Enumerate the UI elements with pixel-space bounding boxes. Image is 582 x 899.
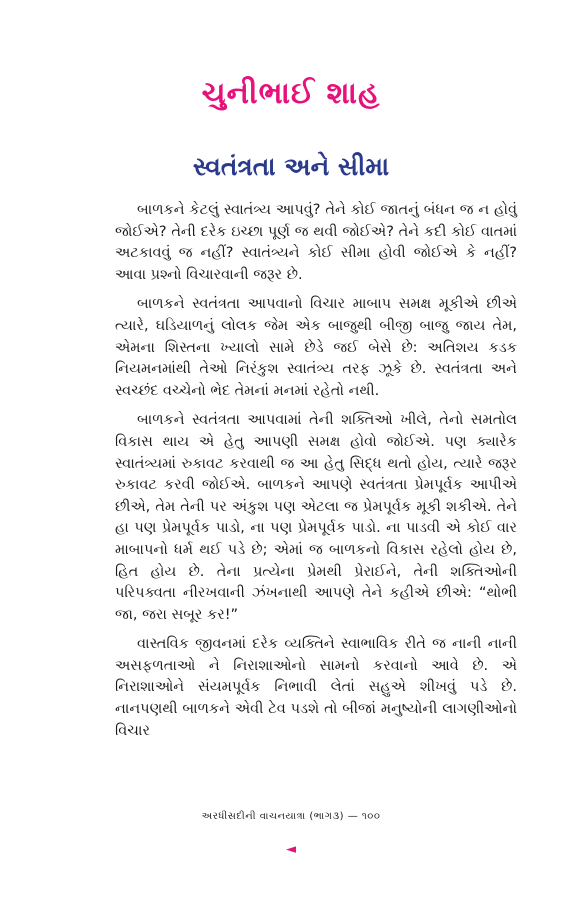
paragraph: વાસ્તવિક જીવનમાં દરેક વ્યક્તિને સ્વાભાવિક રીતે જ નાની નાની અસફળતાઓ ને નિરાશાઓનો સામનો કરવાનો આવે છે. એ નિરાશાઓને સંયમપૂર્વક નિભાવી લેતાં સહુએ શીખવું પડે છે. નાનપણથી બાળકને એવી ટેવ પડશે તો બીજાં મનુષ્યોની લાગણીઓનો વિચાર	[115, 636, 517, 739]
essay-title: સ્વતંત્રતા અને સીમા	[192, 152, 390, 181]
essay-body	[115, 200, 517, 750]
page-marker-icon: ◄	[286, 842, 296, 857]
page-footer: અરધીસદીની વાચનયાત્રા (ભાગ૩) — ૧૦૦	[201, 811, 381, 822]
paragraph: બાળકને સ્વતંત્રતા આપવામાં તેની શક્તિઓ ખીલે, તેનો સમતોલ વિકાસ થાય એ હેતુ આપણી સમક્ષ હોવો જોઈએ. પણ ક્યારેક સ્વાતંત્ર્યમાં રુકાવટ કરવાથી જ આ હેતુ સિદ્ધ થતો હોય, ત્યારે જરૂર રુકાવટ કરવી જોઈએ. બાળકને આપણે સ્વતંત્રતા પ્રેમપૂર્વક આપીએ છીએ, તેમ તેની પર અંકુશ પણ એટલા જ પ્રેમપૂર્વક મૂકી શકીએ. તેને હા પણ પ્રેમપૂર્વક પાડો, ના પણ પ્રેમપૂર્વક પાડો. ના પાડવી એ કોઈ વાર માબાપનો ધર્મ થઈ પડે છે; એમાં જ બાળકનો વિકાસ રહેલો હોય છે, હિત હોય છે. તેના પ્રત્યેના પ્રેમથી પ્રેરાઈને, તેની શક્તિઓની પરિપક્વતા નીરખવાની ઝંખનાથી આપણે તેને કહીએ છીએ: “થોભી જા, જરા સબૂર કર!”	[115, 412, 517, 623]
paragraph: બાળકને કેટલું સ્વાતંત્ર્ય આપવું? તેને કોઈ જાતનું બંધન જ ન હોવું જોઈએ? તેની દરેક ઇચ્છા પૂર્ણ જ થવી જોઈએ? તેને કદી કોઈ વાતમાં અટકાવવું જ નહીં? સ્વાતંત્ર્યને કોઈ સીમા હોવી જોઈએ કે નહીં? આવા પ્રશ્નો વિચારવાની જરૂર છે.	[115, 202, 517, 283]
author-name: ચુનીભાઈ શાહ	[201, 76, 381, 111]
paragraph: બાળકને સ્વતંત્રતા આપવાનો વિચાર માબાપ સમક્ષ મૂકીએ છીએ ત્યારે, ઘડિયાળનું લોલક જેમ એક બાજુથી બીજી બાજુ જાય તેમ, એમના શિસ્તના ખ્યાલો સામે છેડે જઈ બેસે છે: અતિશય કડક નિયમનમાંથી તેઓ નિરંકુશ સ્વાતંત્ર્ય તરફ ઝૂકે છે. સ્વતંત્રતા અને સ્વચ્છંદ વચ્ચેનો ભેદ તેમનાં મનમાં રહેતો નથી.	[115, 296, 517, 399]
